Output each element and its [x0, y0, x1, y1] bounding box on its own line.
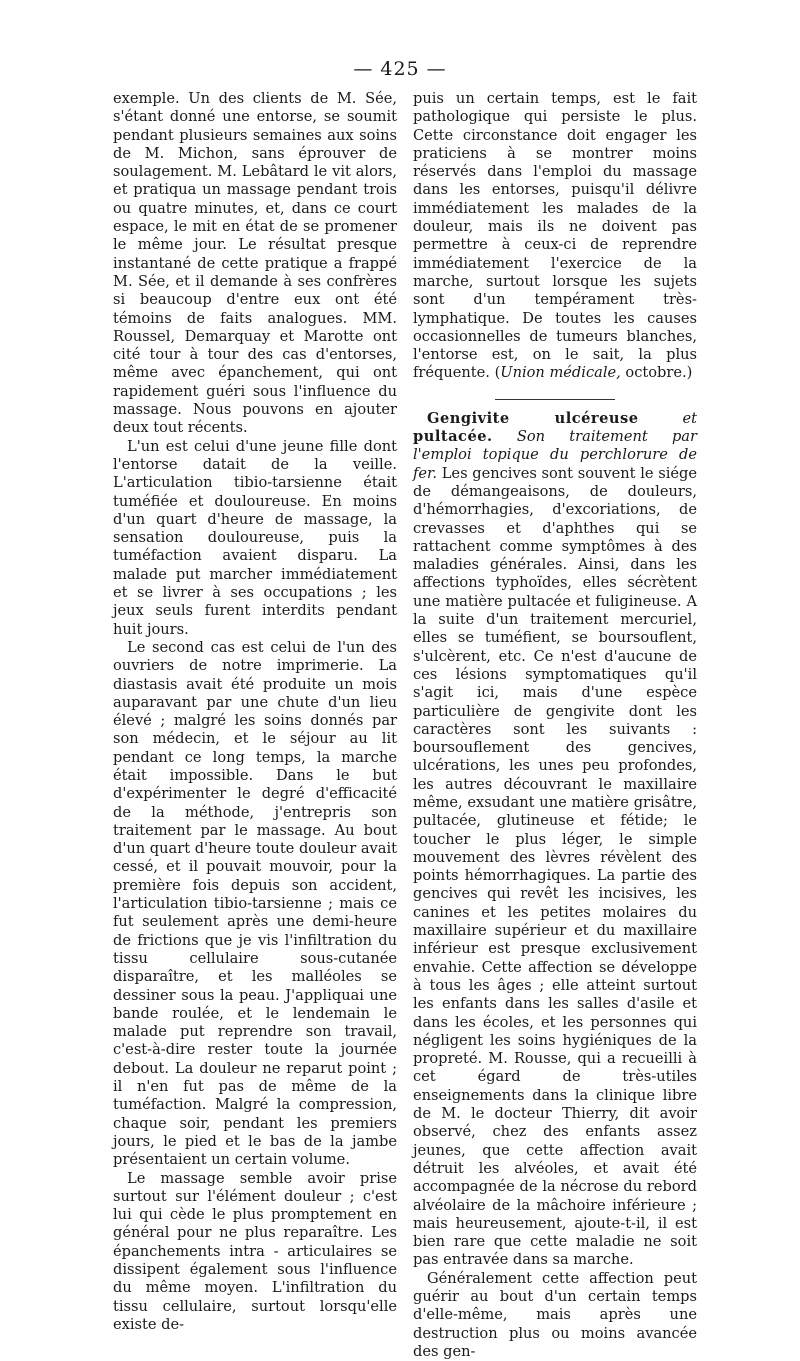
journal-citation: Union médicale, [500, 364, 621, 382]
right-column [413, 90, 697, 1361]
left-paragraph-3: Le second cas est celui de l'un des ouvriers de notre imprimerie. La diastasis avait été produite un mois auparavant par une chute d'un lieu élevé ; malgré les soins donnés par son médecin, et le séjour au lit pendant ce long temps, la marche était impossible. Dans le but d'expérimenter le degré d'efficacité de la méthode, j'entrepris son traitement par le massage. Au bout d'un quart d'heure toute douleur avait cessé, et il pouvait mouvoir, pour la première fois depuis son accident, l'articulation tibio-tarsienne ; mais ce fut seulement après une demi-heure de frictions que je vis l'infiltration du tissu cellulaire sous-cutanée disparaître, et les malléoles se dessiner sous la peau. J'appliquai une bande roulée, et le lendemain le malade put reprendre son travail, c'est-à-dire rester toute la journée debout. La douleur ne reparut point ; il n'en fut pas de même de la tuméfaction. Malgré la compression, chaque soir, pendant les premiers jours, le pied et le bas de la jambe présentaient un certain volume. [113, 638, 397, 1169]
article-heading-bold-2: pultacée. [413, 428, 493, 446]
article-subtitle: Son traitement par l'emploi topique du perchlorure de fer. [413, 428, 697, 482]
article-heading-connector: et [638, 409, 697, 427]
right-paragraph-1 [413, 90, 697, 383]
right-paragraph-1-text: puis un certain temps, est le fait pathologique qui persiste le plus. Cette circonstance doit engager les praticiens à se montrer moins réservés dans l'emploi du massage dans les entorses, puisqu'il délivre immédiatement les malades de la douleur, mais ils ne doivent pas permettre à ceux-ci de reprendre immédiatement l'exercice de la marche, surtout lorsque les sujets sont d'un tempérament très-lymphatique. De toutes les causes occasionnelles de tumeurs blanches, l'entorse est, on le sait, la plus fréquente. ( [413, 90, 697, 382]
left-paragraph-1: exemple. Un des clients de M. Sée, s'étant donné une entorse, se soumit pendant plusieurs semaines aux soins de M. Michon, sans éprouver de soulagement. M. Lebâtard le vit alors, et pratiqua un massage pendant trois ou quatre minutes, et, dans ce court espace, le mit en état de se promener le même jour. Le résultat presque instantané de cette pratique a frappé M. Sée, et il demande à ses confrères si beaucoup d'entre eux ont été témoins de faits analogues. MM. Roussel, Demarquay et Marotte ont cité tour à tour des cas d'entorses, même avec épanchement, qui ont rapidement guéri sous l'influence du massage. Nous pouvons en ajouter deux tout récents. [113, 90, 397, 437]
left-column [113, 90, 397, 1334]
article-gengivite [413, 410, 697, 1270]
article-body: Les gencives sont souvent le siége de démangeaisons, de douleurs, d'hémorrhagies, d'excoriations, de crevasses et d'aphthes qui se rattachent comme symptômes à des maladies générales. Ainsi, dans les affections typhoïdes, elles sécrètent une matière pultacée et fuligineuse. A la suite d'un traitement mercuriel, elles se tuméfient, se boursouflent, s'ulcèrent, etc. Ce n'est d'aucune de ces lésions symptomatiques qu'il s'agit ici, mais d'une espèce particulière de gengivite dont les caractères sont les suivants : boursouflement des gencives, ulcérations, les unes peu profondes, les autres découvrant le maxillaire même, exsudant une matière grisâtre, pultacée, glutineuse et fétide; le toucher le plus léger, le simple mouvement des lèvres révèlent des points hémorrhagiques. La partie des gencives qui revêt les incisives, les canines et les petites molaires du maxillaire supérieur et du maxillaire inférieur est presque exclusivement envahie. Cette affection se développe à tous les âges ; elle atteint surtout les enfants dans les salles d'asile et dans les écoles, et les personnes qui négligent les soins hygiéniques de la propreté. M. Rousse, qui a recueilli à cet égard de très-utiles enseignements dans la clinique libre de M. le docteur Thierry, dit avoir observé, chez des enfants assez jeunes, que cette affection avait détruit les alvéoles, et avait été accompagnée de la nécrose du rebord alvéolaire de la mâchoire inférieure ; mais heureusement, ajoute-t-il, il est bien rare que cette maladie ne soit pas entravée dans sa marche. [413, 464, 697, 1269]
page-number: — 425 — [353, 58, 447, 80]
right-paragraph-3: Généralement cette affection peut guérir au bout d'un certain temps d'elle-même, mais après une destruction plus ou moins avancée des gen- [413, 1269, 697, 1360]
section-divider [495, 399, 615, 400]
right-paragraph-1-end: octobre.) [620, 364, 693, 382]
left-paragraph-2: L'un est celui d'une jeune fille dont l'entorse datait de la veille. L'articulation tibio-tarsienne était tuméfiée et douloureuse. En moins d'un quart d'heure de massage, la sensation douloureuse, puis la tuméfaction avaient disparu. La malade put marcher immédiatement et se livrer à ses occupations ; les jeux seuls furent interdits pendant huit jours. [113, 437, 397, 638]
article-heading-bold: Gengivite ulcéreuse [427, 409, 639, 427]
left-paragraph-4: Le massage semble avoir prise surtout sur l'élément douleur ; c'est lui qui cède le plus promptement en général pour ne plus reparaître. Les épanchements intra - articulaires se dissipent également sous l'influence du même moyen. L'infiltration du tissu cellulaire, surtout lorsqu'elle existe de- [113, 1169, 397, 1333]
